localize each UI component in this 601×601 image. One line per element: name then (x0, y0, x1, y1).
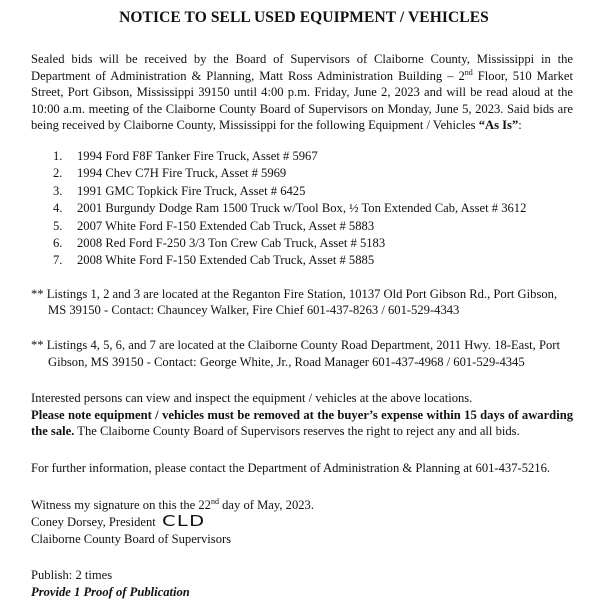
intro-paragraph (31, 51, 573, 134)
handwritten-signature: CLD (161, 512, 206, 531)
list-item: 5. 2007 White Ford F-150 Extended Cab Truck, Asset # 5883 (53, 218, 375, 233)
intro-text-1: Sealed bids will be received by the Board of Supervisors of Claiborne County, Mississippi in the Department of Administration & Planning, Matt Ross Administration Building – 2 (31, 52, 573, 83)
fire-station-note: ** Listings 1, 2 and 3 are located at the Reganton Fire Station, 10137 Old Port Gibson Rd., Port Gibson, MS 39150 - Contact: Chauncey Walker, Fire Chief 601-437-8263 / 601-529-4343 (31, 286, 558, 318)
list-item: 6. 2008 Red Ford F-250 3/3 Ton Crew Cab Truck, Asset # 5183 (53, 236, 386, 250)
list-item: 2. 1994 Chev C7H Fire Truck, Asset # 5969 (53, 166, 287, 181)
signer-line (31, 513, 573, 531)
board-name: Claiborne County Board of Supervisors (31, 531, 232, 546)
witness-line: Witness my signature on this the 22nd day of May, 2023. (31, 496, 315, 512)
removal-notice-rest: The Claiborne County Board of Supervisors reserves the right to reject any and all bids. (74, 424, 520, 439)
as-is-label: “As Is” (478, 118, 519, 133)
road-department-note: ** Listings 4, 5, 6, and 7 are located at the Claiborne County Road Department, 2011 Hwy. 18-East, Port Gibson, MS 39150 - Contact: George White, Jr., Road Manager 601-437-4968 / 601-529-4345 (31, 338, 560, 369)
inspect-paragraph: Interested persons can view and inspect the equipment / vehicles at the above locations. (31, 391, 473, 406)
proof-of-publication: Provide 1 Proof of Publication (31, 584, 190, 599)
notice-title: NOTICE TO SELL USED EQUIPMENT / VEHICLES (119, 9, 489, 26)
equipment-list (31, 148, 573, 270)
removal-paragraph (31, 407, 573, 440)
list-item: 3. 1991 GMC Topkick Fire Truck, Asset # 6425 (53, 183, 306, 198)
further-info-paragraph: For further information, please contact the Department of Administration & Planning at 601-437-5216. (31, 460, 551, 475)
removal-notice-bold: Please note equipment / vehicles must be removed at the buyer’s expense within 15 days of awarding the sale. (31, 407, 573, 439)
list-item: 7. 2008 White Ford F-150 Extended Cab Truck, Asset # 5885 (53, 253, 375, 268)
list-item: 4. 2001 Burgundy Dodge Ram 1500 Truck w/Tool Box, ½ Ton Extended Cab, Asset # 3612 (53, 201, 527, 216)
intro-end: : (518, 118, 522, 133)
intro-superscript: nd (464, 67, 473, 77)
signer-name: Coney Dorsey, President (31, 515, 156, 530)
publish-times: Publish: 2 times (31, 568, 113, 583)
list-item: 1. 1994 Ford F8F Tanker Fire Truck, Asset # 5967 (53, 148, 318, 163)
intro-text-2: Floor, 510 Market Street, Port Gibson, Mississippi 39150 until 4:00 p.m. Friday, June 2, 2023 and will be read aloud at the 10:00 a.m. meeting of the Claiborne County Board of Supervisors on Monday, June 5, 2023. Said bids are being received by Claiborne County, Mississippi for the following Equipment / Vehicles (31, 68, 574, 133)
